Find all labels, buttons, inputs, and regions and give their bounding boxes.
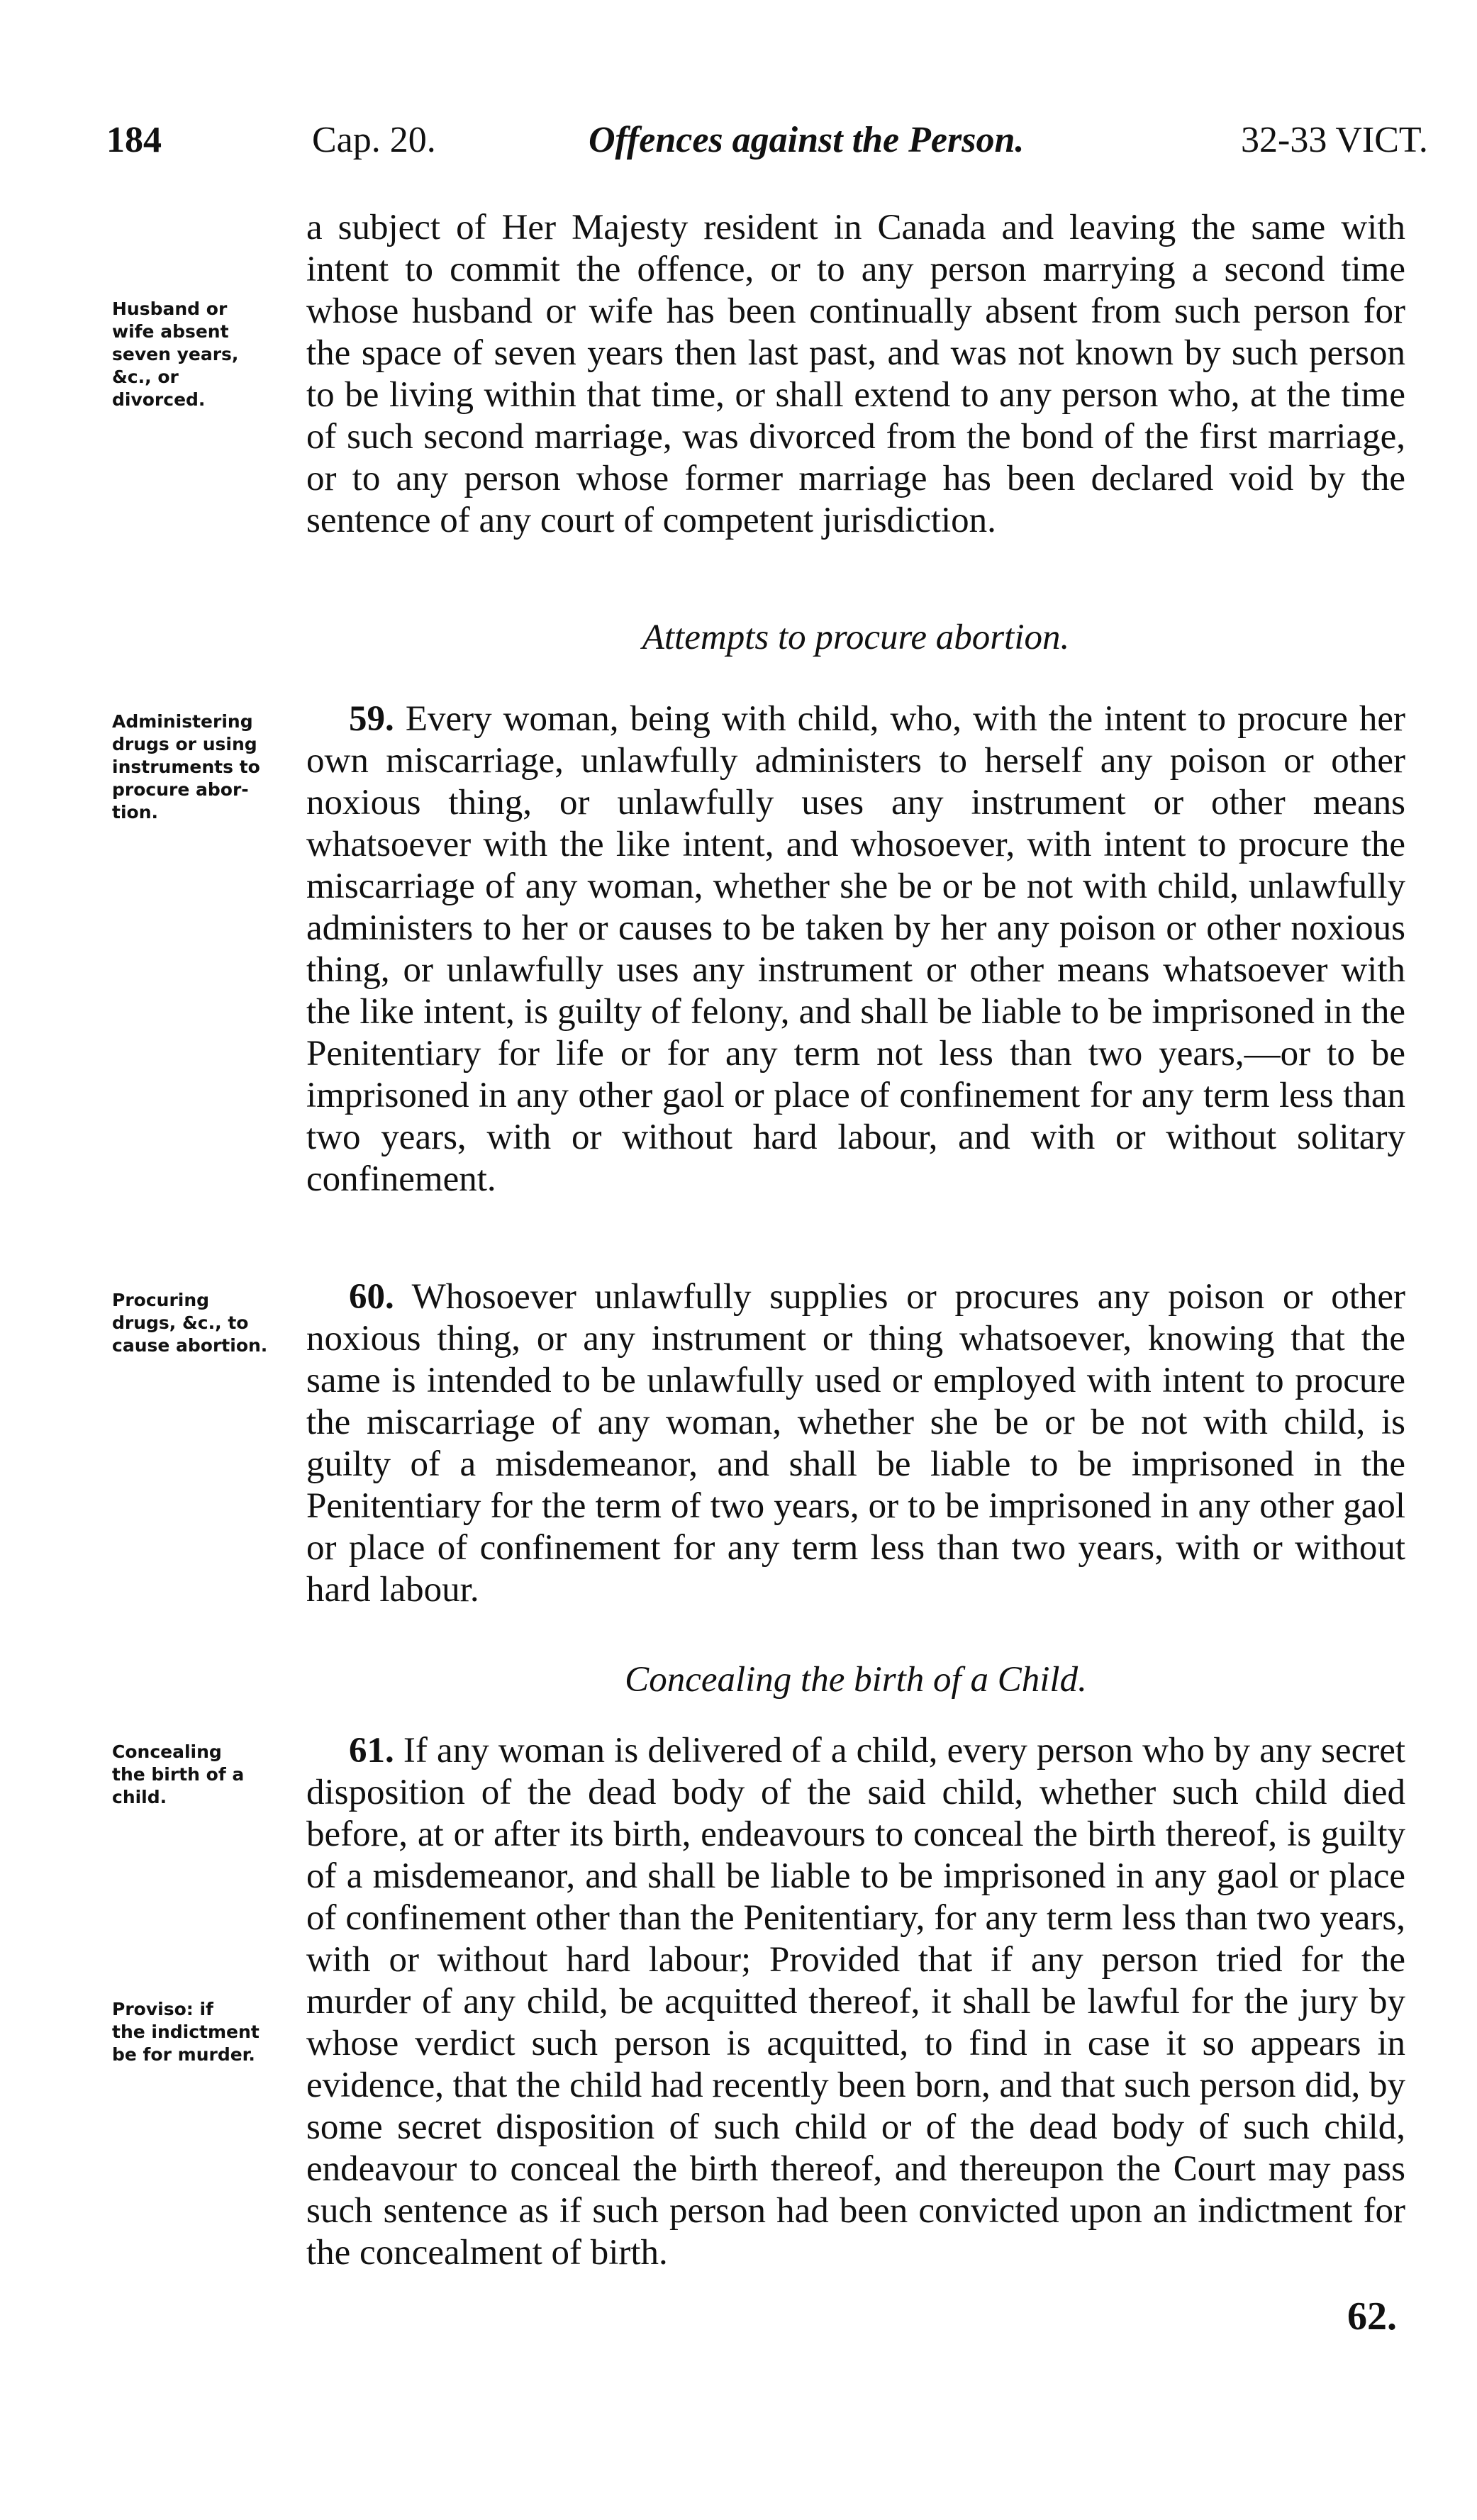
- section-59-number: 59.: [349, 699, 394, 739]
- sidenote-section-61-proviso: Proviso: if the indictment be for murder.: [112, 1999, 260, 2065]
- sidenote-husband-absent: Husband or wife absent seven years, &c., or divorced.: [112, 299, 239, 410]
- page-header: [106, 119, 1428, 176]
- continuation-block: [306, 207, 1405, 542]
- section-60-paragraph: [306, 1276, 1405, 1611]
- sidenote-section-60: Procuring drugs, &c., to cause abortion.: [112, 1290, 268, 1356]
- section-60-number: 60.: [349, 1277, 394, 1317]
- chapter-label: Cap. 20.: [312, 120, 436, 160]
- section-59-text: Every woman, being with child, who, with the intent to procure her own miscarriage, unlawfully administers to herself any poison or other noxious thing, or unlawfully uses any instrument or other means whatsoever with the like intent, and whosoever, with intent to procure the miscarriage of any woman, whether she be or be not with child, unlawfully administers to her or causes to be taken by her any poison or other noxious thing, or unlawfully uses any instrument or other means whatsoever with the like intent, is guilty of felony, and shall be liable to be imprisoned in the Penitentiary for life or for any term not less than two years,—or to be imprisoned in any other gaol or place of confinement for any term less than two years, with or without hard labour, and with or without solitary confinement.: [306, 699, 1406, 1199]
- sidenote-section-59: Administering drugs or using instruments to procure abor- tion.: [112, 711, 260, 823]
- page-number: 184: [106, 120, 162, 160]
- section-59-paragraph: [306, 698, 1405, 1200]
- sidenote-section-61: Concealing the birth of a child.: [112, 1741, 245, 1807]
- heading-abortion: Attempts to procure abortion.: [642, 618, 1070, 657]
- continuation-paragraph: a subject of Her Majesty resident in Canada and leaving the same with intent to commit the offence, or to any person marrying a second time whose husband or wife has been continually absent from such person for the space of seven years then last past, and was not known by such person to be living within that time, or shall extend to any person who, at the time of such second marriage, was divorced from the bond of the first marriage, or to any person whose former marriage has been declared void by the sentence of any court of competent jurisdiction.: [306, 208, 1405, 540]
- section-61-text: If any woman is delivered of a child, every person who by any secret disposition of the dead body of the said child, whether such child died before, at or after its birth, endeavours to conceal the birth thereof, is guilty of a misdemeanor, and shall be liable to be imprisoned in any gaol or place of confinement other than the Penitentiary, for any term less than two years, with or without hard labour; Provided that if any person tried for the murder of any child, be acquitted thereof, it shall be lawful for the jury by whose verdict such person is acquitted, to find in case it so appears in evidence, that the child had recently been born, and that such person did, by some secret disposition of such child or of the dead body of such child, endeavour to conceal the birth thereof, and thereupon the Court may pass such sentence as if such person had been convicted upon an indictment for the concealment of birth.: [306, 1731, 1405, 2273]
- running-title: Offences against the Person.: [589, 120, 1025, 160]
- section-61: [306, 1730, 1405, 2274]
- section-61-number: 61.: [349, 1731, 394, 1771]
- heading-concealing: Concealing the birth of a Child.: [625, 1660, 1087, 1700]
- section-59: [306, 698, 1405, 1200]
- section-61-paragraph: [306, 1730, 1405, 2274]
- section-60-text: Whosoever unlawfully supplies or procures any poison or other noxious thing, or any instrument or thing whatsoever, knowing that the same is intended to be unlawfully used or employed with intent to procure the miscarriage of any woman, whether she be or be not with child, is guilty of a misdemeanor, and shall be liable to be imprisoned in the Penitentiary for the term of two years, or to be imprisoned in any other gaol or place of confinement for any term less than two years, with or without hard labour.: [306, 1277, 1405, 1610]
- catchword: 62.: [1347, 2295, 1397, 2338]
- section-60: [306, 1276, 1405, 1611]
- regnal-year: 32-33 VICT.: [1241, 120, 1428, 160]
